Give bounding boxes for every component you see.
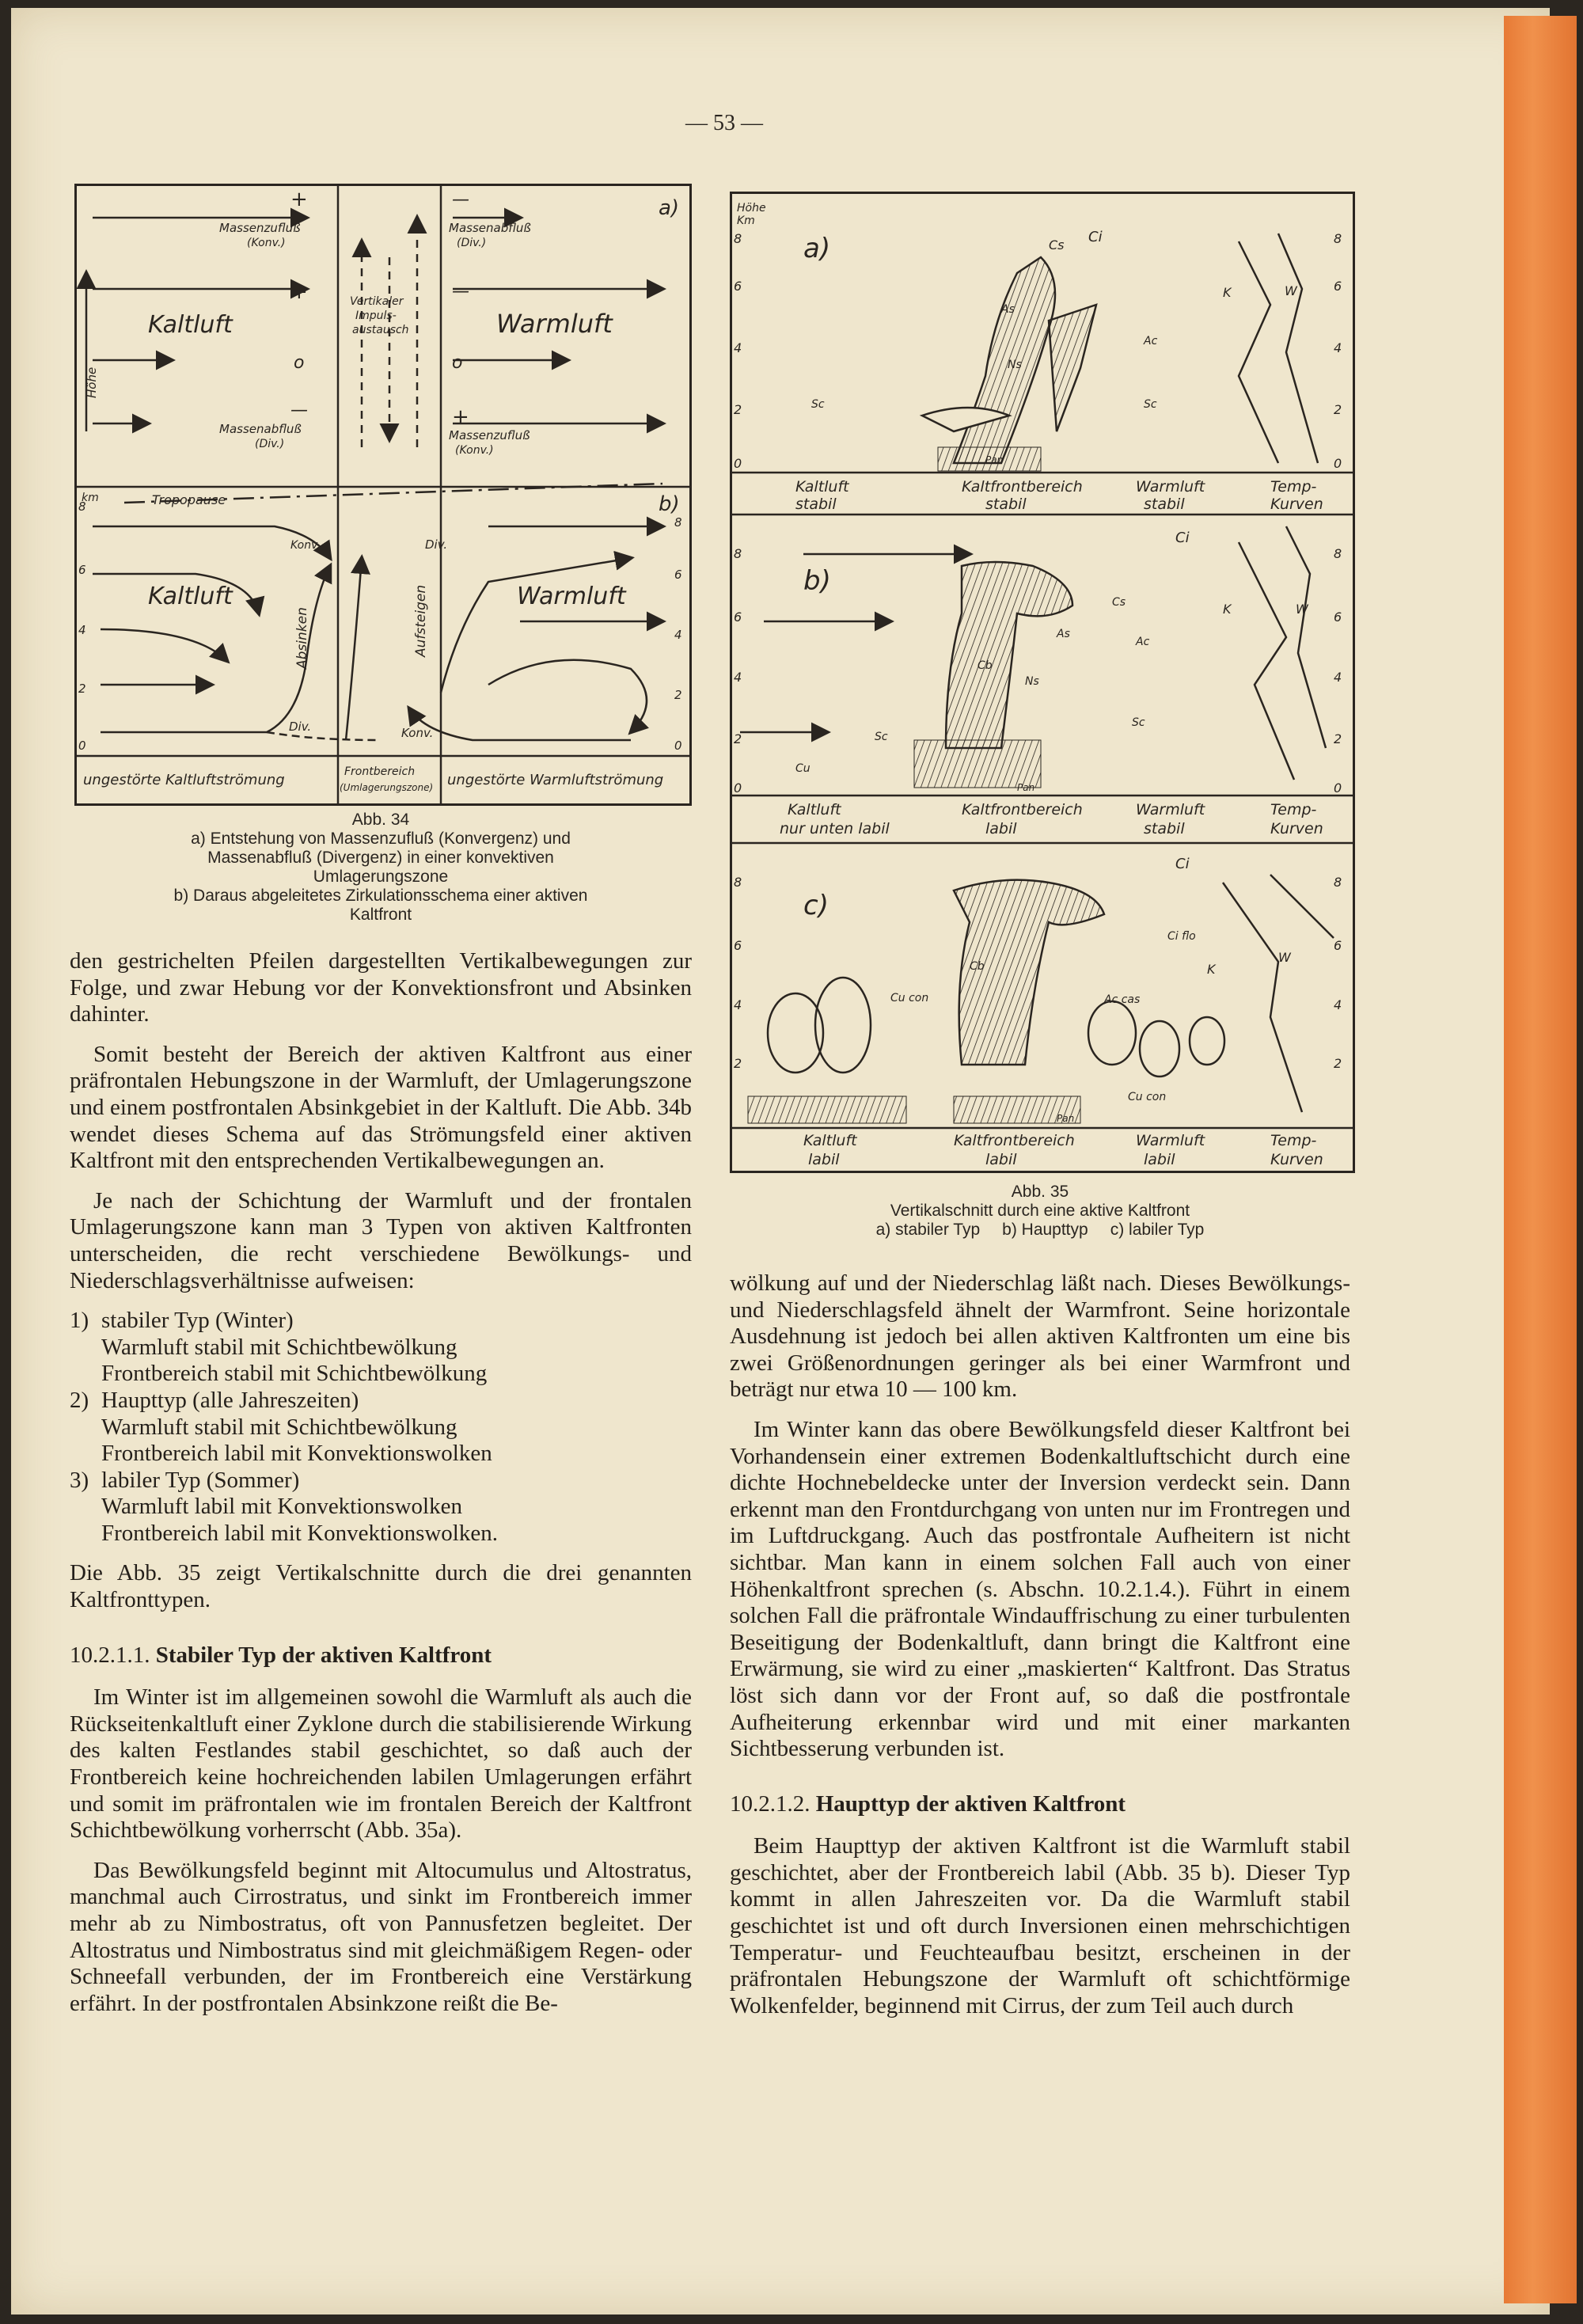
fig35-a-k: K (1223, 285, 1232, 300)
list-item-line: Frontbereich labil mit Konvektionswolken. (101, 1520, 498, 1546)
fig35-a-foot-2: stabil (795, 496, 837, 513)
fig35-a-ac: Ac (1144, 335, 1158, 347)
fig35-c-pan: Pan (1057, 1113, 1075, 1124)
fig34-circle-r: o (452, 353, 463, 373)
fig35-b-w: W (1296, 602, 1308, 617)
section-heading-10-2-1-1 (70, 1642, 692, 1669)
section-number: 10.2.1.2. (730, 1790, 810, 1817)
fig34-foot-left: ungestörte Kaltluftströmung (83, 772, 285, 788)
figure-35-drawing (732, 194, 1353, 1171)
fig35-a-tick-0: 0 (734, 456, 742, 471)
fig35-a-ci: Ci (1088, 229, 1103, 245)
list-item (70, 1468, 692, 1547)
fig35-a-sc-right: Sc (1144, 398, 1157, 411)
list-item-body (101, 1388, 492, 1468)
fig35-c-cu-con-left: Cu con (890, 992, 929, 1004)
fig35-c-tick-4: 4 (734, 997, 742, 1012)
list-item-number: 1) (70, 1308, 89, 1334)
fig35-caption-line1: Vertikalschnitt durch eine aktive Kaltfront (890, 1202, 1190, 1220)
fig35-caption-types (730, 1221, 1350, 1240)
fig35-c-foot-4: labil (985, 1151, 1017, 1168)
fig35-b-tick-0: 0 (734, 780, 742, 796)
fig34-austausch: austausch (352, 324, 409, 336)
fig35-c-foot-5: Warmluft (1136, 1132, 1205, 1149)
fig35-b-foot-7: Temp- (1270, 801, 1317, 818)
fig35-b-foot-2: nur unten labil (780, 820, 890, 837)
fig35-c-ac-cas: Ac cas (1104, 993, 1141, 1006)
fig34-div-top: Div. (425, 537, 448, 552)
section-heading-10-2-1-2 (730, 1791, 1350, 1818)
section-title: Haupttyp der aktiven Kaltfront (815, 1790, 1126, 1817)
fig35-caption-b: b) Haupttyp (1002, 1221, 1088, 1239)
fig34-tick-l-0: 0 (78, 739, 86, 753)
fig35-a-foot-8: Kurven (1270, 496, 1323, 513)
fig35-c-w: W (1278, 950, 1291, 965)
fig34-div-bl: (Div.) (255, 438, 285, 450)
fig34-konv-top: Konv. (290, 539, 321, 552)
fig35-a-sc-left: Sc (811, 398, 825, 411)
fig34-tick-r-6: 6 (674, 568, 682, 582)
figure-35-caption (730, 1183, 1350, 1240)
fig35-a-foot-7: Temp- (1270, 478, 1317, 496)
left-p1: den gestrichelten Pfeilen dargestellten Vertikalbewegungen zur Folge, und zwar Hebung vor der Konvektionsfront und Absinken dahinter. (70, 948, 692, 1027)
fig35-c-foot-2: labil (808, 1151, 840, 1168)
fig35-c-cu-con-right: Cu con (1128, 1091, 1167, 1103)
fig34-konv-br: (Konv.) (455, 444, 494, 457)
fig35-a-tickr-4: 4 (1334, 340, 1342, 355)
fig35-b-ns: Ns (1025, 675, 1039, 688)
fig34-massenabfluss-bl: Massenabfluß (219, 422, 302, 436)
fig35-a-tickr-0: 0 (1334, 456, 1342, 471)
fig34-b-label: b) (659, 492, 680, 516)
figure-34-drawing (77, 186, 689, 803)
fig34-div-tr: (Div.) (457, 237, 487, 249)
fig34-impuls: Impuls- (355, 309, 397, 322)
page-number: — 53 — (685, 111, 763, 135)
fig34-caption-a1: a) Entstehung von Massenzufluß (Konvergenz) und (191, 830, 571, 848)
fig34-tropopause: Tropopause (152, 492, 226, 507)
fig34-tick-r-0: 0 (674, 739, 682, 753)
fig35-b-tick-2: 2 (734, 731, 742, 746)
fig35-c-label: c) (803, 890, 829, 921)
fig34-km: km (82, 492, 99, 504)
fig34-circle-l: o (294, 353, 305, 373)
fig35-a-tick-2: 2 (734, 402, 742, 417)
fig35-a-foot-5: Warmluft (1136, 478, 1205, 496)
fig35-a-fra: Pan (985, 454, 1004, 465)
fig35-c-foot-7: Temp- (1270, 1132, 1317, 1149)
fig35-b-tickr-2: 2 (1334, 731, 1342, 746)
list-item-title: Haupttyp (alle Jahreszeiten) (101, 1387, 359, 1413)
left-p6: Das Bewölkungsfeld beginnt mit Altocumulus und Altostratus, manchmal auch Cirrostratus, und sinkt im Frontbereich immer mehr ab zu Nimbostratus, oft von Pannusfetzen begleitet. Der Altostratus und Nimbostratus sind mit gleichmäßigem Regen- oder Schneefall verbunden, der im Frontbereich eine Verstärkung erfährt. In der postfrontalen Absinkzone reißt die Be- (70, 1857, 692, 2016)
fig34-minus-mr: — (452, 282, 469, 302)
fig35-b-tick-8: 8 (734, 546, 742, 561)
fig34-massenabfluss-tr: Massenabfluß (449, 221, 531, 235)
fig35-b-tick-6: 6 (734, 609, 742, 625)
fig35-a-tickr-2: 2 (1334, 402, 1342, 417)
fig35-b-k: K (1223, 602, 1232, 617)
fig35-a-foot-6: stabil (1144, 496, 1185, 513)
fig35-c-ci: Ci (1175, 856, 1190, 872)
fig35-b-foot-3: Kaltfrontbereich (962, 801, 1083, 818)
section-number: 10.2.1.1. (70, 1642, 150, 1668)
fig34-vertikaler: Vertikaler (350, 295, 404, 308)
fig35-c-ci-flo: Ci flo (1167, 930, 1196, 943)
right-p2: Im Winter kann das obere Bewölkungsfeld dieser Kaltfront bei Vorhandensein einer extremen Bodenkaltluftschicht durch eine dichte Hochnebeldecke unter der Inversion verdeckt sein. Dann erkennt man den Frontdurchgang von unten nur im Frontregen und im Luftdruckgang. Auch das postfrontale Aufheitern ist nicht sichtbar. Man kann in einem solchen Fall auch von einer Höhenkaltfront sprechen (s. Abschn. 10.2.1.4.). Führt in einem solchen Fall die präfrontale Windauffrischung zu einer turbulenten Beseitigung der Bodenkaltluft, dann bringt die Kaltfront eine Erwärmung, sie wird zu einer „maskierten“ Kaltfront. Das Stratus löst sich dann vor der Front auf, so daß die postfrontale Aufheiterung erkennbar wird und mit einer markanten Sichtbesserung verbunden ist. (730, 1416, 1350, 1762)
fig34-minus-l: — (290, 401, 308, 420)
right-column (730, 1270, 1350, 2033)
fig34-a-warmluft: Warmluft (496, 309, 613, 339)
fig34-foot-right: ungestörte Warmluftströmung (447, 772, 664, 788)
fig35-b-cs: Cs (1112, 596, 1126, 609)
fig34-absinken: Absinken (294, 607, 310, 669)
fig34-tick-r-8: 8 (674, 515, 682, 530)
fig35-c-foot-1: Kaltluft (803, 1132, 857, 1149)
fig35-b-foot-1: Kaltluft (788, 801, 841, 818)
fig35-hoehe: Höhe (737, 202, 766, 215)
list-item-line: Warmluft stabil mit Schichtbewölkung (101, 1414, 457, 1440)
fig35-b-tickr-8: 8 (1334, 546, 1342, 561)
fig34-tick-l-4: 4 (78, 623, 86, 637)
fig35-a-w: W (1285, 283, 1297, 298)
page-edge-orange (1504, 16, 1577, 2303)
fig34-tick-l-6: 6 (78, 563, 86, 577)
section-title: Stabiler Typ der aktiven Kaltfront (155, 1642, 492, 1668)
fig35-a-foot-1: Kaltluft (795, 478, 849, 496)
fig35-caption-c: c) labiler Typ (1110, 1221, 1205, 1239)
left-p2: Somit besteht der Bereich der aktiven Kaltfront aus einer präfrontalen Hebungszone in der Warmluft, der Umlagerungszone und einem postfrontalen Absinkgebiet in der Kaltluft. Die Abb. 34b wendet dieses Schema auf das Strömungsfeld einer aktiven Kaltfront mit den entsprechenden Vertikalbewegungen an. (70, 1041, 692, 1174)
fig35-c-tickr-4: 4 (1334, 997, 1342, 1012)
fig34-plus-ml: + (290, 280, 308, 304)
fig34-b-kaltluft: Kaltluft (148, 583, 233, 610)
fig34-aufsteigen: Aufsteigen (413, 584, 429, 657)
fig35-b-foot-5: Warmluft (1136, 801, 1205, 818)
fig35-b-cu: Cu (795, 762, 810, 775)
fig35-c-tick-6: 6 (734, 938, 742, 953)
figure-34 (74, 184, 692, 806)
fig35-b-tickr-0: 0 (1334, 780, 1342, 796)
list-item-line: Warmluft stabil mit Schichtbewölkung (101, 1334, 457, 1360)
fig35-b-tickr-6: 6 (1334, 609, 1342, 625)
fig35-a-tickr-6: 6 (1334, 279, 1342, 294)
fig35-c-tickr-2: 2 (1334, 1056, 1342, 1071)
fig35-b-tickr-4: 4 (1334, 670, 1342, 685)
fig35-km: Km (737, 215, 755, 227)
fig35-c-k: K (1207, 962, 1216, 977)
fig34-caption-b2: Kaltfront (349, 906, 412, 924)
fig35-b-label: b) (803, 565, 831, 597)
list-item-body (101, 1468, 498, 1547)
fig35-a-label: a) (803, 233, 831, 264)
left-p3: Je nach der Schichtung der Warmluft und der frontalen Umlagerungszone kann man 3 Typen von aktiven Kaltfronten unterscheiden, die recht verschiedene Bewölkungs- und Niederschlagsverhältnisse aufweisen: (70, 1187, 692, 1293)
fig34-a-kaltluft: Kaltluft (148, 311, 233, 339)
fig35-c-foot-6: labil (1144, 1151, 1175, 1168)
fig35-b-as: As (1057, 628, 1070, 640)
fig34-caption-title: Abb. 34 (351, 811, 410, 829)
fig34-tick-l-8: 8 (78, 499, 86, 514)
fig34-konv-bottom: Konv. (401, 726, 434, 740)
fig35-b-foot-8: Kurven (1270, 820, 1323, 837)
fig34-foot-mid-1: Frontbereich (344, 765, 416, 778)
fig34-foot-mid-2: (Umlagerungszone) (340, 782, 434, 793)
fig35-a-cs: Cs (1049, 237, 1065, 253)
fig35-c-tick-8: 8 (734, 875, 742, 890)
list-item (70, 1388, 692, 1468)
fig35-a-foot-4: stabil (985, 496, 1027, 513)
fig34-massenzufluss-tl: Massenzufluß (219, 221, 301, 235)
fig35-b-pan: Pan (1017, 782, 1035, 793)
fig35-c-tick-2: 2 (734, 1056, 742, 1071)
fig34-tick-r-2: 2 (674, 688, 682, 702)
fig34-minus-tr: — (452, 190, 469, 210)
fig35-c-tickr-6: 6 (1334, 938, 1342, 953)
fig35-a-tick-6: 6 (734, 279, 742, 294)
fig34-massenzufluss-br: Massenzufluß (449, 428, 530, 442)
fig35-a-tick-8: 8 (734, 231, 742, 246)
fig35-c-foot-3: Kaltfrontbereich (954, 1132, 1075, 1149)
figure-35 (730, 192, 1355, 1173)
list-item-title: labiler Typ (Sommer) (101, 1467, 300, 1493)
fig35-b-sc-left: Sc (875, 731, 888, 743)
fig35-b-foot-6: stabil (1144, 820, 1185, 837)
fig35-a-as: As (1001, 303, 1015, 316)
left-p5: Im Winter ist im allgemeinen sowohl die Warmluft als auch die Rückseitenkaltluft einer Zyklone durch die stabilisierende Wirkung des kalten Festlandes stabil geschichtet, so daß auch der Frontbereich keine hochreichenden labilen Umlagerungen erfährt und somit im präfrontalen wie im frontalen Bereich der Kaltfront Schichtbewölkung vorherrscht (Abb. 35a). (70, 1684, 692, 1844)
fig35-a-tickr-8: 8 (1334, 231, 1342, 246)
list-item-body (101, 1308, 487, 1388)
figure-34-caption (74, 811, 687, 925)
list-item-number: 2) (70, 1387, 89, 1413)
fig35-b-tick-4: 4 (734, 670, 742, 685)
fig34-caption-a3: Umlagerungszone (313, 868, 449, 886)
fig34-a-label: a) (659, 196, 680, 220)
fig34-b-warmluft: Warmluft (517, 583, 626, 610)
list-item-line: Frontbereich labil mit Konvektionswolken (101, 1441, 492, 1467)
fig35-c-tickr-8: 8 (1334, 875, 1342, 890)
fig34-hoehe: Höhe (85, 366, 99, 398)
right-p1: wölkung auf und der Niederschlag läßt nach. Dieses Bewölkungs- und Niederschlagsfeld ähnelt der Warmfront. Seine horizontale Ausdehnung ist jedoch bei allen aktiven Kaltfronten um eine bis zwei Größenordnungen geringer als bei einer Warmfront und beträgt nur etwa 10 — 100 km. (730, 1270, 1350, 1403)
fig35-b-foot-4: labil (985, 820, 1017, 837)
fig34-plus-br: + (452, 405, 469, 429)
list-item-number: 3) (70, 1467, 89, 1493)
fig35-a-foot-3: Kaltfrontbereich (962, 478, 1083, 496)
fig35-a-ns: Ns (1008, 359, 1022, 371)
fig35-b-ac: Ac (1136, 636, 1150, 648)
list-item-line: Frontbereich stabil mit Schichtbewölkung (101, 1361, 488, 1387)
list-item-line: Warmluft labil mit Konvektionswolken (101, 1494, 462, 1520)
fig35-c-cb: Cb (970, 960, 985, 973)
fig35-a-tick-4: 4 (734, 340, 742, 355)
fig35-b-cb: Cb (978, 659, 993, 672)
fig34-caption-a2: Massenabfluß (Divergenz) in einer konvektiven (207, 849, 554, 867)
left-p4: Die Abb. 35 zeigt Vertikalschnitte durch die drei genannten Kaltfronttypen. (70, 1560, 692, 1613)
fig34-konv-tl: (Konv.) (247, 237, 286, 249)
fig34-div-bottom: Div. (289, 720, 312, 734)
left-column (70, 948, 692, 2030)
fig35-caption-a: a) stabiler Typ (875, 1221, 981, 1239)
fig34-tick-r-4: 4 (674, 628, 682, 642)
fig34-caption-b1: b) Daraus abgeleitetes Zirkulationsschema einer aktiven (173, 887, 588, 905)
right-p3: Beim Haupttyp der aktiven Kaltfront ist die Warmluft stabil geschichtet, aber der Frontbereich labil (Abb. 35 b). Dieser Typ kommt in allen Jahreszeiten vor. Da die Warmluft stabil geschichtet ist und oft durch Inversionen einen mehrschichtigen Temperatur- und Feuchteaufbau besitzt, erscheinen in der präfrontalen Hebungszone der Warmluft oft schichtförmige Wolkenfelder, beginnend mit Cirrus, der zum Teil auch durch (730, 1833, 1350, 2018)
fig35-caption-title: Abb. 35 (1011, 1183, 1069, 1201)
fig35-b-sc-right: Sc (1132, 716, 1145, 729)
list-item (70, 1308, 692, 1388)
fig35-b-ci: Ci (1175, 530, 1190, 546)
fig35-c-foot-8: Kurven (1270, 1151, 1323, 1168)
list-item-title: stabiler Typ (Winter) (101, 1308, 294, 1334)
type-list (70, 1308, 692, 1547)
fig34-plus-tl: + (290, 188, 308, 211)
fig34-tick-l-2: 2 (78, 682, 86, 696)
